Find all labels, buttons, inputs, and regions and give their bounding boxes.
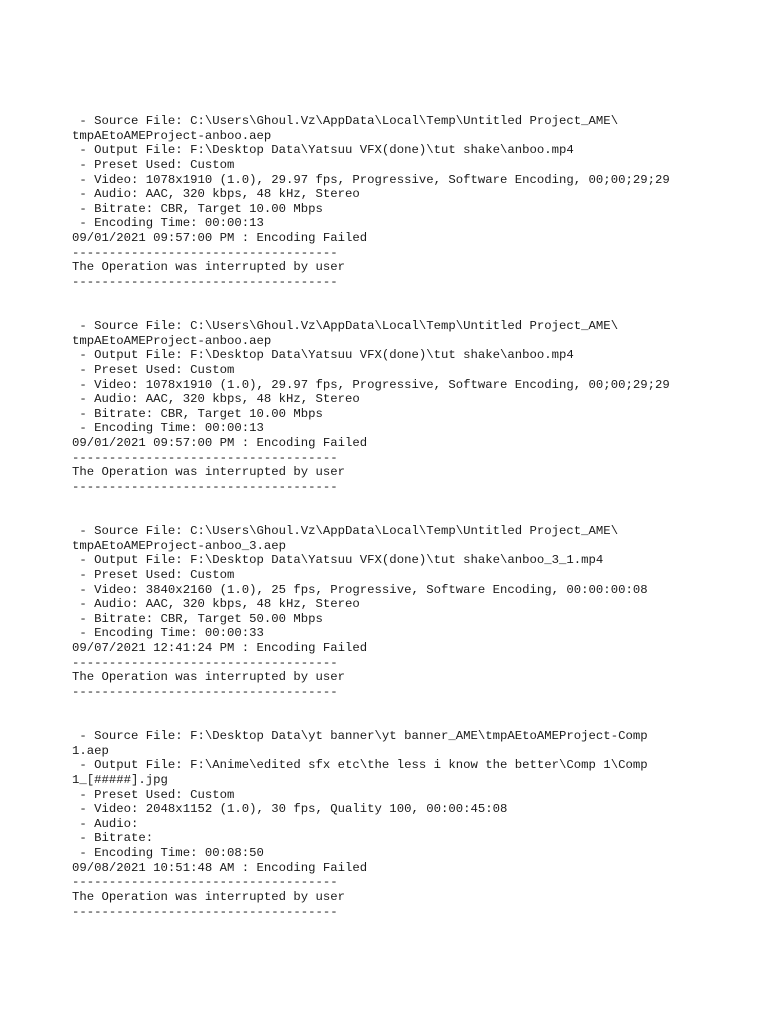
log-line: 09/01/2021 09:57:00 PM : Encoding Failed	[72, 231, 368, 246]
log-line: - Encoding Time: 00:00:13	[72, 421, 264, 436]
log-line: ------------------------------------	[72, 685, 338, 700]
log-line: - Output File: F:\Desktop Data\Yatsuu VFX(done)\tut shake\anboo.mp4	[72, 348, 574, 363]
log-line: ------------------------------------	[72, 450, 338, 465]
log-line: - Encoding Time: 00:00:33	[72, 626, 264, 641]
log-line: ------------------------------------	[72, 655, 338, 670]
log-entry	[72, 319, 752, 495]
log-line: - Audio:	[72, 816, 139, 831]
log-line: - Bitrate: CBR, Target 10.00 Mbps	[72, 406, 323, 421]
log-line: The Operation was interrupted by user	[72, 465, 346, 480]
log-line: 09/01/2021 09:57:00 PM : Encoding Failed	[72, 436, 368, 451]
log-line: - Output File: F:\Desktop Data\Yatsuu VFX(done)\tut shake\anboo.mp4	[72, 143, 574, 158]
log-line: The Operation was interrupted by user	[72, 260, 346, 275]
log-line: - Source File: F:\Desktop Data\yt banner\yt banner_AME\tmpAEtoAMEProject-Comp	[72, 728, 648, 743]
log-line: - Video: 1078x1910 (1.0), 29.97 fps, Progressive, Software Encoding, 00;00;29;29	[72, 172, 670, 187]
entry-separator-gap	[72, 290, 752, 319]
log-line: - Source File: C:\Users\Ghoul.Vz\AppData\Local\Temp\Untitled Project_AME\	[72, 114, 619, 128]
log-line: - Output File: F:\Anime\edited sfx etc\the less i know the better\Comp 1\Comp	[72, 758, 648, 773]
log-entry	[72, 524, 752, 700]
log-line: 1_[#####].jpg	[72, 772, 168, 787]
log-line: - Bitrate:	[72, 831, 154, 846]
log-entry	[72, 114, 752, 290]
log-line: ------------------------------------	[72, 275, 338, 290]
log-line: - Source File: C:\Users\Ghoul.Vz\AppData\Local\Temp\Untitled Project_AME\	[72, 318, 619, 333]
log-line: - Video: 2048x1152 (1.0), 30 fps, Quality 100, 00:00:45:08	[72, 802, 508, 817]
log-line: - Encoding Time: 00:08:50	[72, 846, 264, 861]
log-line: - Audio: AAC, 320 kbps, 48 kHz, Stereo	[72, 597, 360, 612]
log-line: tmpAEtoAMEProject-anboo_3.aep	[72, 538, 287, 553]
log-line: - Bitrate: CBR, Target 50.00 Mbps	[72, 611, 323, 626]
log-line: - Preset Used: Custom	[72, 567, 235, 582]
log-line: - Video: 3840x2160 (1.0), 25 fps, Progressive, Software Encoding, 00:00:00:08	[72, 582, 648, 597]
log-line: The Operation was interrupted by user	[72, 670, 346, 685]
log-line: - Audio: AAC, 320 kbps, 48 kHz, Stereo	[72, 392, 360, 407]
log-line: - Bitrate: CBR, Target 10.00 Mbps	[72, 201, 323, 216]
log-line: - Video: 1078x1910 (1.0), 29.97 fps, Progressive, Software Encoding, 00;00;29;29	[72, 377, 670, 392]
log-line: The Operation was interrupted by user	[72, 890, 346, 904]
log-line: - Preset Used: Custom	[72, 157, 235, 172]
log-line: 09/07/2021 12:41:24 PM : Encoding Failed	[72, 641, 368, 656]
log-line: ------------------------------------	[72, 245, 338, 260]
log-line: ------------------------------------	[72, 875, 338, 890]
log-line: - Source File: C:\Users\Ghoul.Vz\AppData\Local\Temp\Untitled Project_AME\	[72, 523, 619, 538]
log-line: tmpAEtoAMEProject-anboo.aep	[72, 333, 272, 348]
log-line: ------------------------------------	[72, 480, 338, 495]
log-line: - Preset Used: Custom	[72, 362, 235, 377]
log-line: 1.aep	[72, 743, 109, 758]
entry-separator-gap	[72, 495, 752, 524]
log-line: - Audio: AAC, 320 kbps, 48 kHz, Stereo	[72, 187, 360, 202]
log-line: - Encoding Time: 00:00:13	[72, 216, 264, 231]
entry-separator-gap	[72, 700, 752, 729]
log-line: 09/08/2021 10:51:48 AM : Encoding Failed	[72, 860, 368, 875]
log-entry	[72, 729, 752, 919]
encoding-log-document	[72, 114, 752, 919]
log-line: - Preset Used: Custom	[72, 787, 235, 802]
log-line: - Output File: F:\Desktop Data\Yatsuu VFX(done)\tut shake\anboo_3_1.mp4	[72, 553, 604, 568]
log-line: tmpAEtoAMEProject-anboo.aep	[72, 128, 272, 143]
log-line: ------------------------------------	[72, 904, 338, 919]
